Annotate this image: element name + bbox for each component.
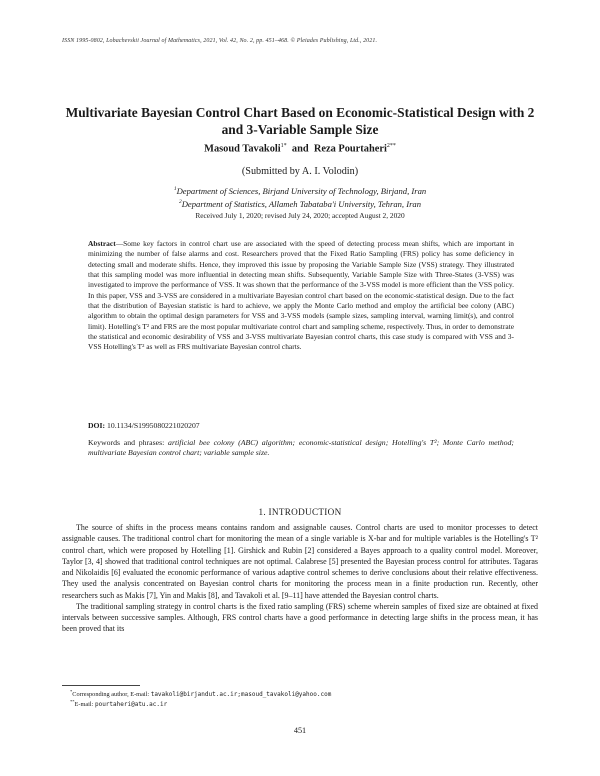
footnote-1-email[interactable]: tavakoli@birjandut.ac.ir;masoud_tavakoli@yahoo.com bbox=[150, 691, 332, 699]
intro-paragraph-1: The source of shifts in the process means contains random and assignable causes. Control charts are used to monitor processes to detect assignable causes. The traditional control chart for monitoring the mean of a single variable is X-bar and for multiple variables is the Hotelling's T² control chart, which were proposed by Hotelling [1]. Girshick and Rubin [2] considered a Bayes approach to a quality control model. Moreover, Taylor [3, 4] showed that traditional control techniques are not optimal. Calabrese [5] presented the Bayesian process control for attributes. Tagaras and Nikolaidis [6] evaluated the economic performance of various adaptive control schemes to derive conclusions about their relative effectiveness. They used the analysis concentrated on Bayesian control charts for monitoring the process mean in a finite production run. Recently, other researchers such as Makis [7], Yin and Makis [8], and Tavakoli et al. [9–11] have attended the Bayesian control charts. bbox=[62, 523, 538, 600]
author-2-name: Reza Pourtaheri bbox=[313, 143, 387, 155]
submitted-by: (Submitted by A. I. Volodin) bbox=[241, 166, 359, 177]
affiliation-2-text: Department of Statistics, Allameh Tabataba'i University, Tehran, Iran bbox=[181, 199, 422, 209]
received-dates: Received July 1, 2020; revised July 24, 2020; accepted August 2, 2020 bbox=[195, 211, 405, 220]
journal-header: ISSN 1995-0802, Lobachevskii Journal of Mathematics, 2021, Vol. 42, No. 2, pp. 451–468. © Pleiades Publishing, Ltd., 2021. bbox=[62, 38, 378, 44]
introduction-body bbox=[62, 522, 538, 635]
doi-label: DOI: bbox=[88, 421, 106, 430]
affiliation-1 bbox=[0, 186, 600, 196]
footnote-rule bbox=[62, 685, 140, 686]
footnote-2-email[interactable]: pourtaheri@atu.ac.ir bbox=[94, 701, 168, 709]
footnote-2-label: E-mail: bbox=[74, 701, 94, 709]
page-number: 451 bbox=[293, 726, 307, 735]
paper-title: Multivariate Bayesian Control Chart Based on Economic-Statistical Design with 2 and 3-Variable Sample Size bbox=[65, 105, 535, 137]
affiliation-1-marker: 1 bbox=[173, 186, 177, 193]
author-line bbox=[0, 143, 600, 154]
section-heading-introduction: 1. INTRODUCTION bbox=[258, 507, 342, 517]
author-1-name: Masoud Tavakoli bbox=[204, 143, 281, 155]
keywords bbox=[88, 438, 514, 458]
footnote-2-marker: ** bbox=[70, 699, 75, 704]
affiliation-2-marker: 2 bbox=[178, 199, 182, 206]
author-1-marker: 1* bbox=[280, 143, 287, 149]
doi-link[interactable]: 10.1134/S1995080221020207 bbox=[107, 421, 200, 430]
footnote-1 bbox=[70, 689, 331, 698]
keywords-label: Keywords and phrases: bbox=[88, 438, 165, 447]
footnote-1-label: Corresponding author, E-mail: bbox=[72, 691, 150, 699]
abstract-label: Abstract bbox=[88, 239, 116, 248]
intro-paragraph-2: The traditional sampling strategy in control charts is the fixed ratio sampling (FRS) scheme wherein samples of fixed size are obtained at fixed intervals between successive samples. Although, FRS control charts have a good performance in detecting large shifts in the process mean, it has been proved that its bbox=[62, 601, 538, 634]
affiliation-2 bbox=[0, 199, 600, 209]
footnote-1-marker: * bbox=[70, 689, 73, 694]
abstract-text: —Some key factors in control chart use are associated with the speed of detecting process mean shifts, which are important in minimizing the number of false alarms and cost. Researchers proved that the Fixed Ratio Sampling (FRS) policy has some deficiency in detecting small and moderate shifts. Hence, they improved this issue by proposing the Variable Sample Size (VSS) strategy. They illustrated that this sampling model was more influential in detecting mean shifts. Subsequently, Variable Sample Size with Three-States (3-VSS) was investigated to improve the performance of VSS. It was shown that the performance of the 3-VSS model is more efficient than the VSS policy. In this paper, VSS and 3-VSS are considered in a multivariate Bayesian control chart based on the economic-statistical design. Due to the fact that the distribution of Bayesian statistic is hard to achieve, we apply the Monte Carlo method and employ the artificial bee colony (ABC) algorithm to obtain the optimal design parameters for VSS and 3-VSS models (sample sizes, sampling interval, warning limit(s), and control limit). Hotelling's T² and FRS are the most popular multivariate control chart and sampling scheme, respectively. Thus, in order to demonstrate the statistical and economic desirability of VSS and 3-VSS multivariate Bayesian control charts, this case study is compared with VSS and 3-VSS Hotelling's T² as well as FRS multivariate Bayesian control charts. bbox=[88, 239, 514, 352]
affiliation-1-text: Department of Sciences, Birjand University of Technology, Birjand, Iran bbox=[176, 186, 427, 196]
abstract bbox=[88, 239, 514, 353]
doi-line bbox=[88, 421, 200, 430]
keywords-text: artificial bee colony (ABC) algorithm; economic-statistical design; Hotelling's T²; Monte Carlo method; multivariate Bayesian control chart; variable sample size. bbox=[88, 438, 514, 458]
author-conjunction: and bbox=[291, 143, 309, 155]
footnote-2 bbox=[70, 699, 167, 708]
author-2-marker: 2** bbox=[386, 143, 396, 149]
